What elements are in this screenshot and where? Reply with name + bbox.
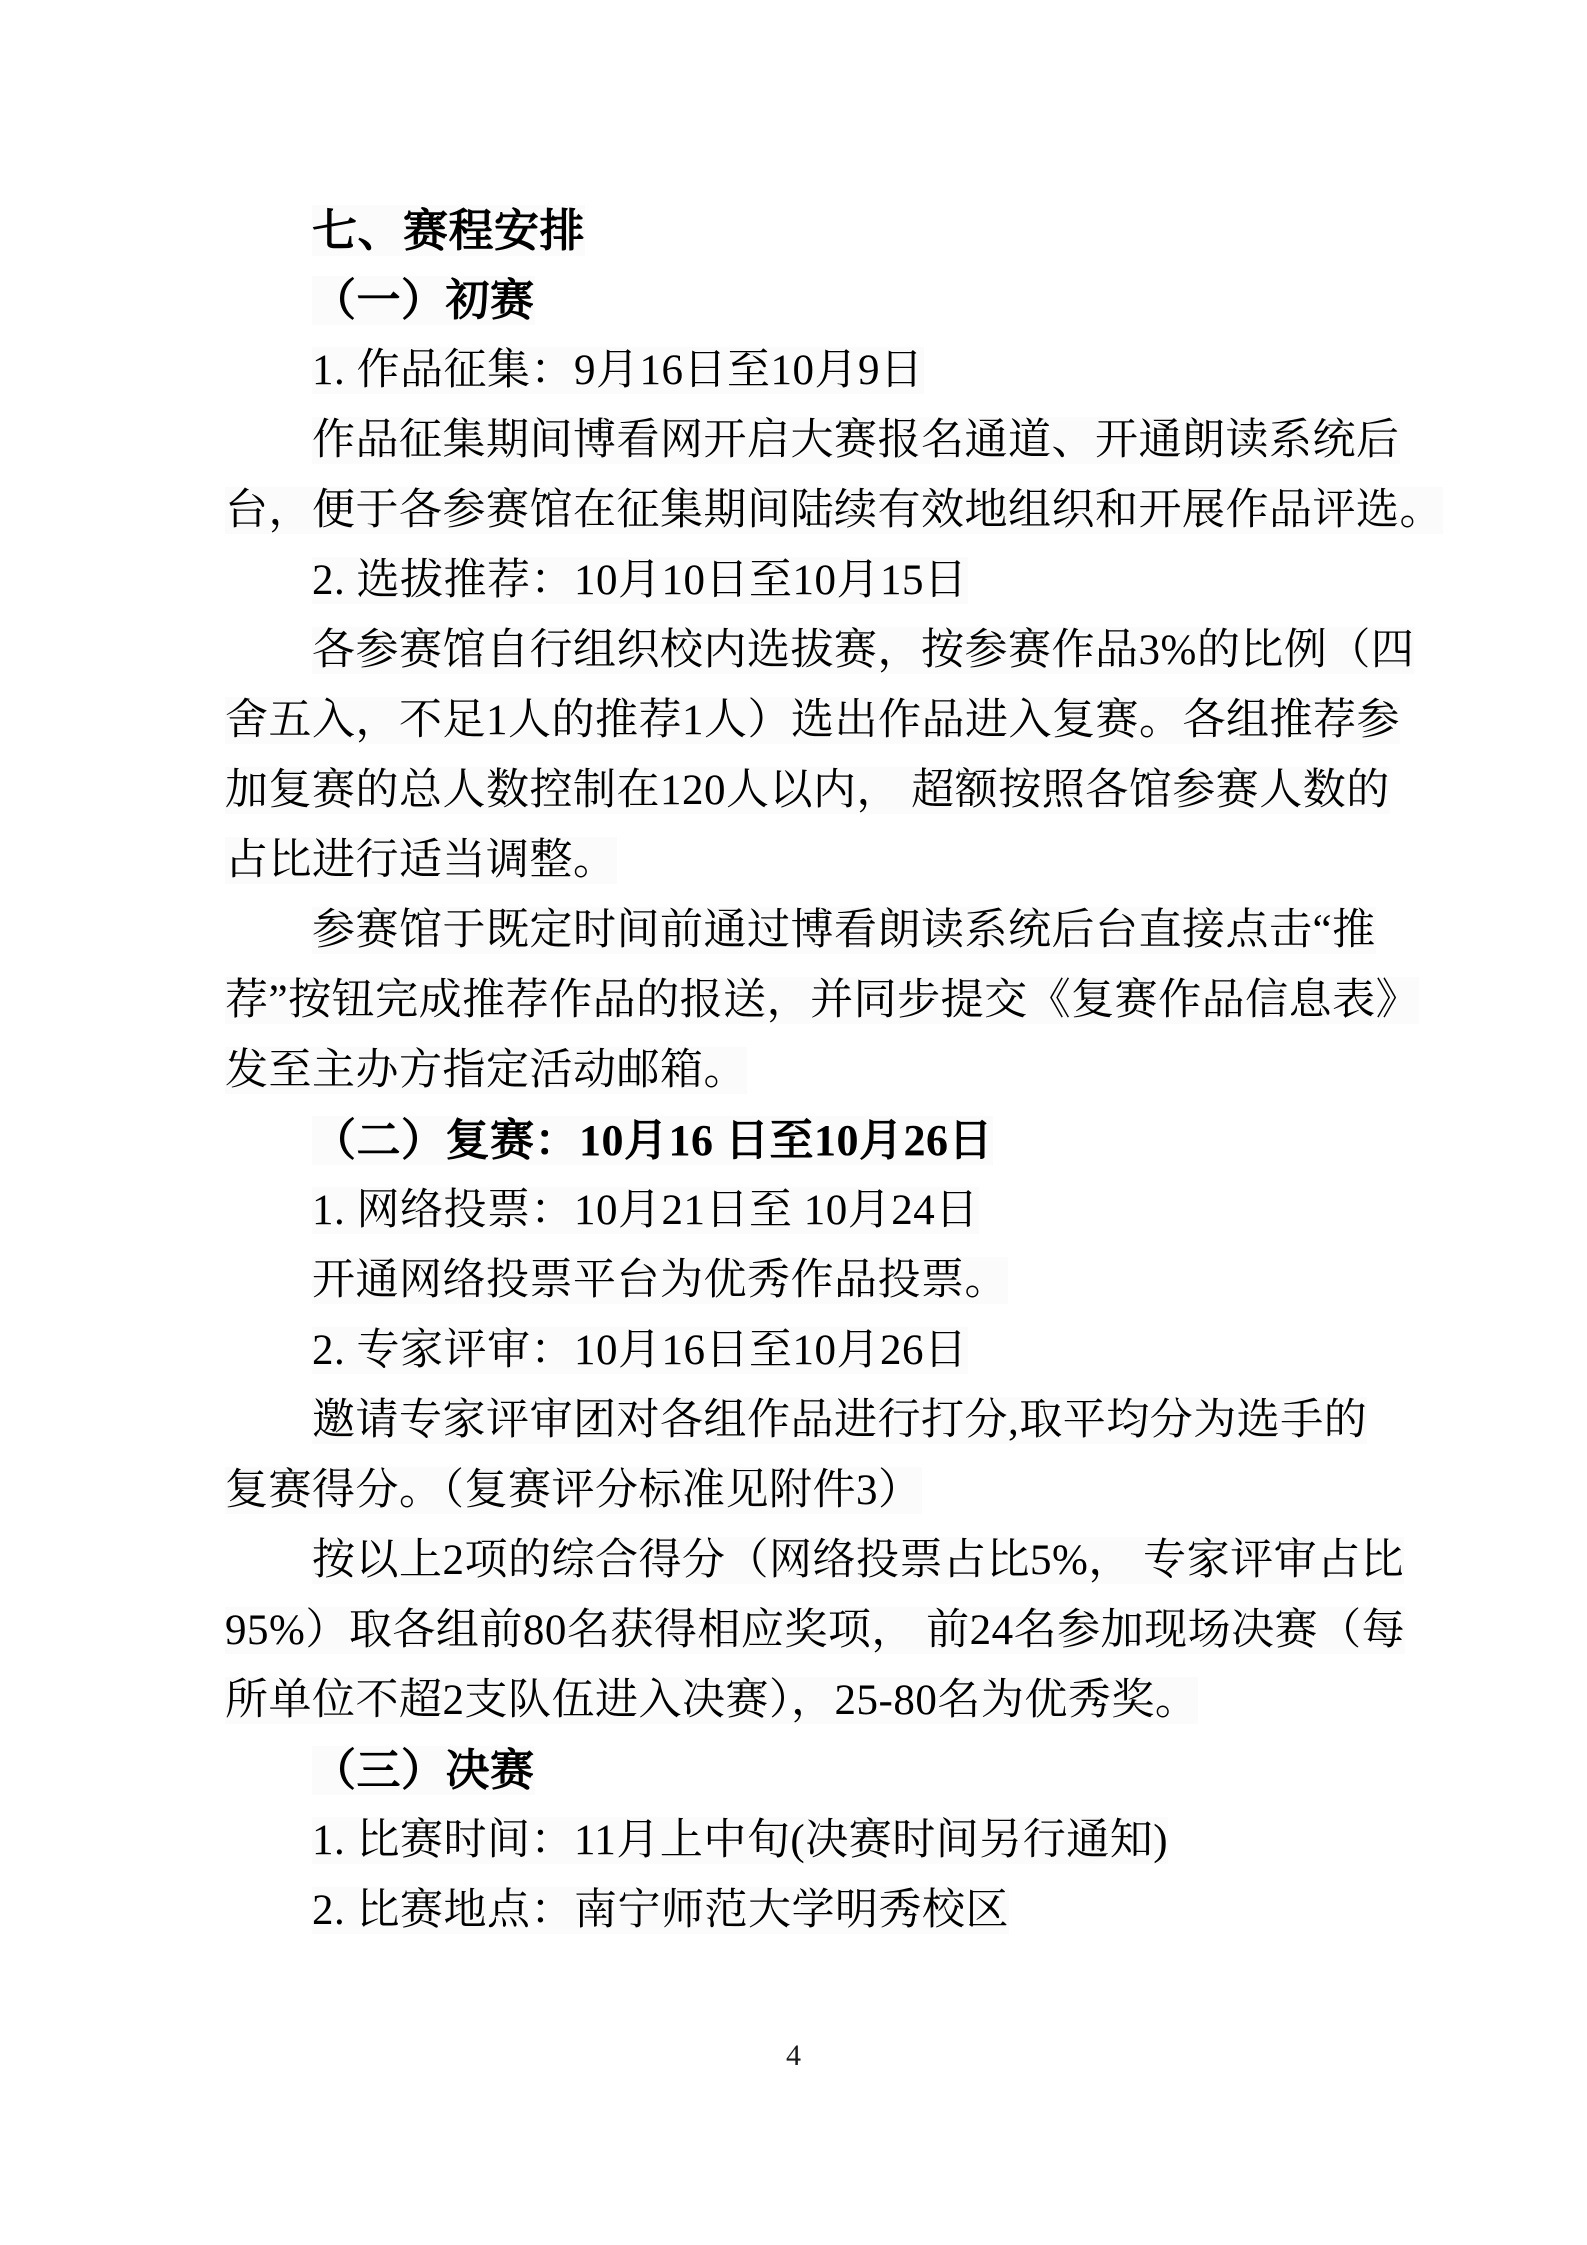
text-line: 复赛得分。（复赛评分标准见附件3） xyxy=(225,1467,922,1514)
text-line: 作品征集期间博看网开启大赛报名通道、开通朗读系统后 xyxy=(312,417,1400,464)
text-line: 1. 比赛时间：11月上中旬(决赛时间另行通知) xyxy=(312,1817,1169,1864)
text-line: 舍五入，不足1人的推荐1人）选出作品进入复赛。各组推荐参 xyxy=(225,697,1400,744)
page-footer xyxy=(0,2036,1587,2076)
subsection-heading: （三）决赛 xyxy=(312,1746,535,1795)
text-line: 1. 网络投票：10月21日至 10月24日 xyxy=(312,1187,979,1234)
text-line: 按以上2项的综合得分（网络投票占比5%， 专家评审占比 xyxy=(312,1537,1405,1584)
document-content xyxy=(225,196,1460,1946)
section-heading: 七、赛程安排 xyxy=(312,205,586,256)
text-line: 2. 比赛地点：南宁师范大学明秀校区 xyxy=(312,1887,1009,1934)
text-line: 邀请专家评审团对各组作品进行打分,取平均分为选手的 xyxy=(312,1397,1368,1444)
subsection-heading: （一）初赛 xyxy=(312,276,535,325)
text-line: 荐”按钮完成推荐作品的报送，并同步提交《复赛作品信息表》 xyxy=(225,977,1420,1024)
page-number: 4 xyxy=(786,2039,801,2072)
text-line: 占比进行适当调整。 xyxy=(225,837,617,884)
text-line: 各参赛馆自行组织校内选拔赛，按参赛作品3%的比例（四 xyxy=(312,627,1415,674)
text-line: 加复赛的总人数控制在120人以内， 超额按照各馆参赛人数的 xyxy=(225,767,1390,814)
text-line: 开通网络投票平台为优秀作品投票。 xyxy=(312,1257,1008,1304)
text-line: 参赛馆于既定时间前通过博看朗读系统后台直接点击“推 xyxy=(312,907,1376,954)
text-line: 台，便于各参赛馆在征集期间陆续有效地组织和开展作品评选。 xyxy=(225,487,1443,534)
text-line: 发至主办方指定活动邮箱。 xyxy=(225,1047,747,1094)
text-line: 1. 作品征集：9月16日至10月9日 xyxy=(312,347,924,394)
subsection-heading: （二）复赛：10月16 日至10月26日 xyxy=(312,1116,993,1165)
text-line: 95%）取各组前80名获得相应奖项， 前24名参加现场决赛（每 xyxy=(225,1607,1406,1654)
text-line: 2. 专家评审：10月16日至10月26日 xyxy=(312,1327,968,1374)
text-line: 所单位不超2支队伍进入决赛），25-80名为优秀奖。 xyxy=(225,1677,1199,1724)
text-line: 2. 选拔推荐：10月10日至10月15日 xyxy=(312,557,968,604)
